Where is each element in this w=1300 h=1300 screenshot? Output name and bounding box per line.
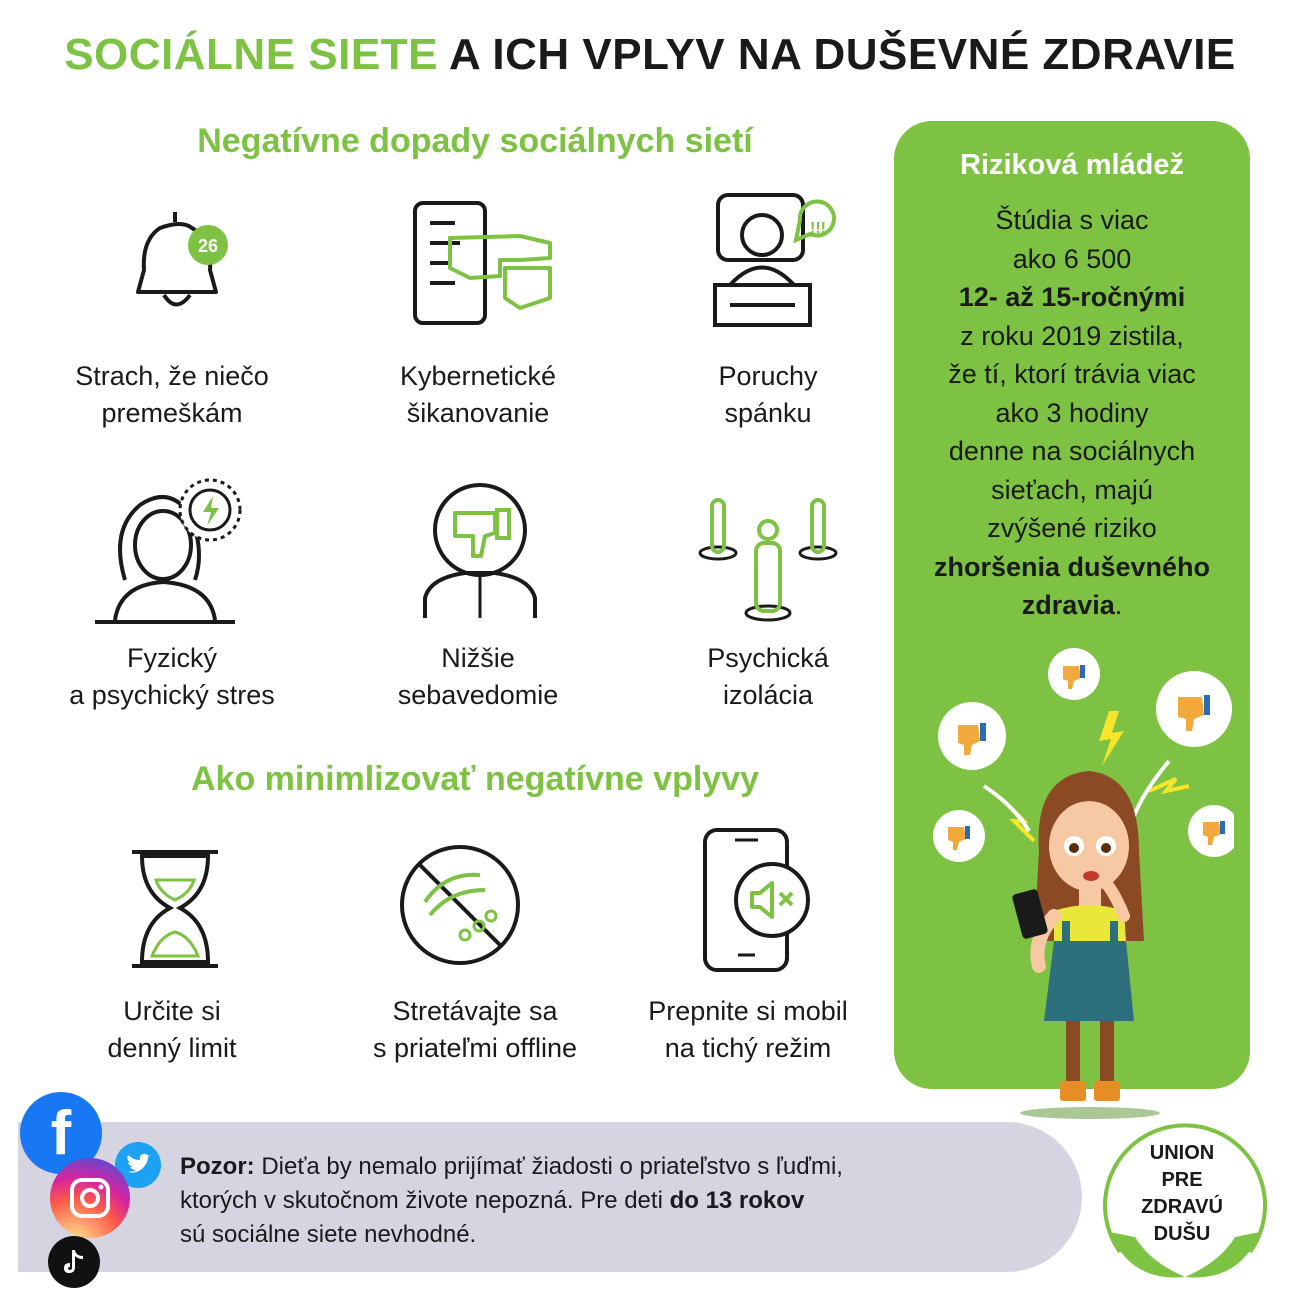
thumbs-down-bubble-icon [1156, 671, 1232, 747]
caption-stress: Fyzický a psychický stres [69, 643, 275, 710]
caption-sleep: Poruchy spánku [718, 361, 818, 428]
thumbs-down-bubble-icon [1048, 648, 1100, 700]
no-wifi-icon [395, 840, 525, 970]
warning-text: Pozor: Dieťa by nemalo prijímať žiadosti o priateľstvo s ľuďmi, ktorých v skutočnom živote nepozná. Pre deti do 13 rokov sú sociálne siete nevhodné. [180, 1153, 843, 1248]
thumbs-down-bubble-icon [933, 810, 985, 862]
title-green: SOCIÁLNE SIETE [64, 30, 438, 79]
risk-panel [894, 121, 1250, 1089]
minimize-heading: Ako minimlizovať negatívne vplyvy [190, 760, 760, 798]
instagram-icon [50, 1158, 130, 1238]
page-title [0, 30, 1300, 80]
caption-silent-mode: Prepnite si mobil na tichý režim [648, 996, 848, 1063]
phone-thumbs-down-icon [410, 198, 560, 328]
notification-badge: 26 [197, 236, 219, 256]
tiktok-icon [48, 1236, 100, 1288]
union-logo-text: UNION PRE ZDRAVÚ DUŠU [1141, 1142, 1223, 1245]
facebook-icon: f [20, 1092, 102, 1174]
bell-icon [120, 200, 240, 320]
panel-body: Štúdia s viac ako 6 500 12- až 15-ročnými z roku 2019 zistila, že tí, ktorí trávia viac ako 3 hodiny denne na sociálnych sieťach, majú zvýšené riziko zhoršenia duševného zdravia. [933, 205, 1211, 620]
title-dark: A ICH VPLYV NA DUŠEVNÉ ZDRAVIE [449, 30, 1236, 79]
sleepless-person-icon [700, 190, 850, 330]
caption-cyberbullying: Kybernetické šikanovanie [399, 361, 557, 428]
low-self-esteem-icon [415, 478, 545, 623]
thumbs-down-bubble-icon [1188, 805, 1234, 857]
svg-text:!!!: !!! [810, 220, 826, 237]
negative-heading: Negatívne dopady sociálnych sietí [197, 122, 753, 160]
isolated-people-icon [690, 485, 840, 625]
warning-footer [18, 1122, 1082, 1272]
caption-fomo: Strach, že niečo premeškám [75, 361, 269, 428]
caption-self-esteem: Nižšie sebavedomie [397, 643, 559, 710]
hourglass-icon [130, 848, 220, 970]
thumbs-down-bubble-icon [938, 702, 1006, 770]
caption-offline: Stretávajte sa s priateľmi offline [373, 996, 577, 1063]
caption-isolation: Psychická izolácia [707, 643, 829, 710]
worried-girl-illustration [914, 641, 1234, 1121]
stressed-woman-icon [95, 470, 255, 630]
caption-daily-limit: Určite si denný limit [107, 996, 237, 1063]
panel-title: Riziková mládež [959, 149, 1185, 181]
phone-mute-icon [700, 825, 820, 975]
